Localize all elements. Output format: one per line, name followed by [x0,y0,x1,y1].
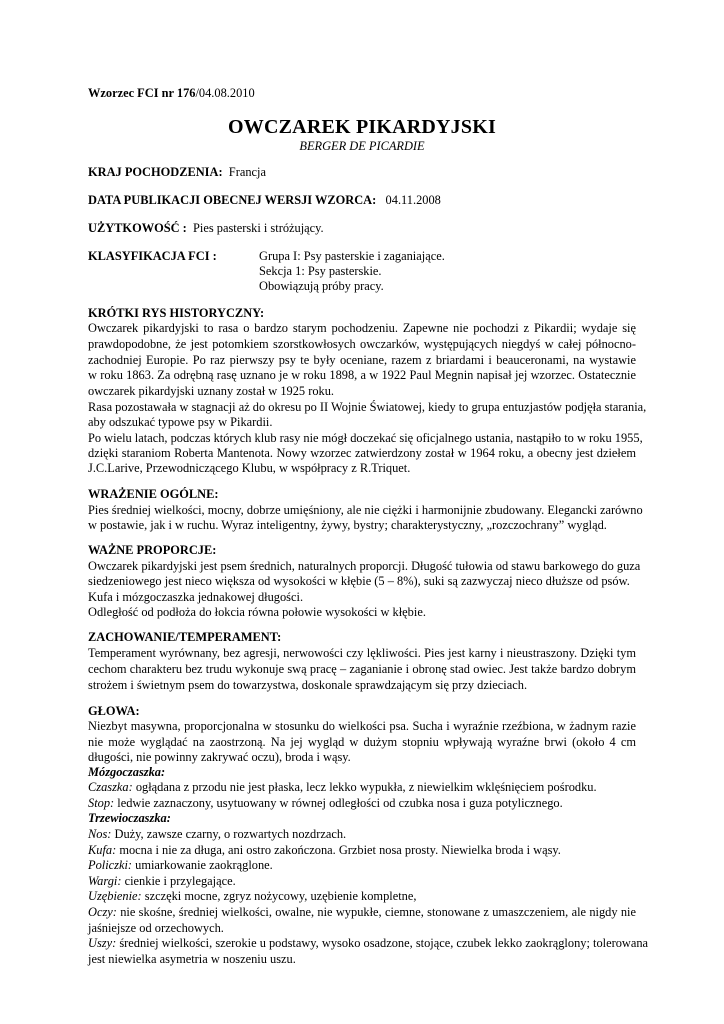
lips-label: Wargi: [88,874,122,888]
head-heading: GŁOWA: [88,704,140,718]
muzzle-text: mocna i nie za długa, ani ostro zakończona. Grzbiet nosa prosty. Niewielka broda i wąsy. [116,843,561,857]
history-line: aby odszukać typowe psy w Pikardii. [88,415,273,429]
lips-text: cienkie i przylegające. [121,874,236,888]
history-line: Owczarek pikardyjski to rasa o bardzo starym pochodzeniu. Zapewne nie pochodzi z Pikardii; wydaje się [88,321,636,335]
eyes-label: Oczy: [88,905,117,919]
cheeks-row [88,857,273,873]
eyes-line-2: jaśniejsze od orzechowych. [88,921,224,935]
classification-line-2: Sekcja 1: Psy pasterskie. [259,264,382,278]
nose-text: Duży, zawsze czarny, o rozwartych nozdrzach. [111,827,347,841]
classification-line-1: Grupa I: Psy pasterskie i zaganiające. [259,249,445,263]
nose-row [88,826,346,842]
cheeks-label: Policzki: [88,858,133,872]
ears-text: średniej wielkości, szerokie u podstawy, wysoko osadzone, stojące, czubek lekko zaokrąglony; tolerowana [116,936,649,950]
skull-text: ogłądana z przodu nie jest płaska, lecz lekko wypukła, z niewielkim wklęśnięciem pośrodku. [132,780,597,794]
origin-row [88,165,266,180]
temperament-line: strożem i świetnym psem do towarzystwa, doskonale sprawdzającym się przy dzieciach. [88,678,528,692]
head-line: nie może wyglądać na zaostrzoną. Na jej wygląd w dużym stopniu wpływają wyraźne brwi (około 4 cm [88,735,636,749]
publication-value: 04.11.2008 [385,193,441,207]
eyes-text: nie skośne, średniej wielkości, owalne, nie wypukłe, ciemne, stonowane z umaszczeniem, ale nigdy nie [116,905,636,919]
publication-label: DATA PUBLIKACJI OBECNEJ WERSJI WZORCA: [88,193,377,207]
temperament-heading: ZACHOWANIE/TEMPERAMENT: [88,630,282,644]
proportions-line: siedzeniowego jest nieco większa od wysokości w kłębie (5 – 8%), suki są zazwyczaj nieco dłuższe od psów. [88,574,630,588]
history-line: w roku 1863. Za odrębną rasę uznano je w roku 1898, a w 1922 Paul Megnin napisał jej wzorzec. Ostatecznie [88,368,636,382]
teeth-label: Uzębienie: [88,889,142,903]
document-title: OWCZAREK PIKARDYJSKI [228,116,496,138]
standard-reference [88,86,255,101]
general-line: Pies średniej wielkości, mocny, dobrze umięśniony, ale nie ciężki i harmonijnie zbudowany. Elegancki zarówno [88,503,643,517]
head-line: Niezbyt masywna, proporcjonalna w stosunku do wielkości psa. Sucha i wyraźnie rzeźbiona, w żadnym razie [88,719,636,733]
head-line: długości, nie powinny zakrywać oczu), broda i wąsy. [88,750,351,764]
publication-row [88,193,441,208]
history-line: Rasa pozostawała w stagnacji aż do okresu po II Wojnie Światowej, kiedy to grupa entuzjastów podjęła starania, [88,400,647,414]
general-heading: WRAŻENIE OGÓLNE: [88,487,219,501]
utility-label: UŻYTKOWOŚĆ : [88,221,187,235]
temperament-line: Temperament wyrównany, bez agresji, nerwowości czy lękliwości. Pies jest karny i nieustraszony. Dzięki tym [88,646,636,660]
ears-row [88,935,649,951]
history-heading: KRÓTKI RYS HISTORYCZNY: [88,306,265,320]
cheeks-text: umiarkowanie zaokrąglone. [132,858,273,872]
utility-row [88,221,324,236]
stop-row [88,795,563,811]
proportions-heading: WAŻNE PROPORCJE: [88,543,217,557]
history-line: J.C.Larive, Przewodniczącego Klubu, w współpracy z R.Triquet. [88,461,411,475]
muzzle-label: Kufa: [88,843,117,857]
proportions-line: Owczarek pikardyjski jest psem średnich, naturalnych proporcji. Długość tułowia od stawu barkowego do guza [88,559,641,573]
proportions-line: Odległość od podłoża do łokcia równa połowie wysokości w kłębie. [88,605,426,619]
teeth-text: szczęki mocne, zgryz nożycowy, uzębienie kompletne, [141,889,417,903]
eyes-row [88,904,636,920]
skull-row [88,779,597,795]
classification-line-3: Obowiązują próby pracy. [259,279,384,293]
stop-label: Stop: [88,796,115,810]
history-line: dzięki staraniom Roberta Mantenota. Nowy wzorzec zatwierdzony został w 1964 roku, a obecny jest dziełem [88,446,636,460]
lips-row [88,873,236,889]
history-line: Po wielu latach, podczas których klub rasy nie mógł doczekać się oficjalnego ustania, nastąpiło to w roku 1955, [88,431,643,445]
history-line: zachodniej Europie. Po raz pierwszy psy te były oceniane, razem z briardami i beauceronami, na wystawie [88,353,636,367]
standard-date: /04.08.2010 [195,86,255,100]
muzzle-row [88,842,561,858]
skull-heading: Mózgoczaszka: [88,765,166,779]
temperament-line: cechom charakteru bez trudu wykonuje swą pracę – zaganianie i obronę stad owiec. Jest także bardzo dobrym [88,662,636,676]
skull-label: Czaszka: [88,780,133,794]
origin-label: KRAJ POCHODZENIA: [88,165,223,179]
face-heading: Trzewioczaszka: [88,811,171,825]
nose-label: Nos: [88,827,112,841]
proportions-line: Kufa i mózgoczaszka jednakowej długości. [88,590,304,604]
history-line: owczarek pikardyjski uznany został w 1925 roku. [88,384,335,398]
utility-value: Pies pasterski i stróżujący. [193,221,324,235]
stop-text: ledwie zaznaczony, usytuowany w równej odległości od czubka nosa i guza potylicznego. [114,796,563,810]
ears-line-2: jest niewielka asymetria w noszeniu uszu. [88,952,296,966]
origin-value: Francja [228,165,266,179]
history-line: prawdopodobne, że jest potomkiem szorstkowłosych owczarków, występujących niegdyś w całej północno- [88,337,636,351]
standard-number: Wzorzec FCI nr 176 [88,86,196,100]
teeth-row [88,888,416,904]
document-subtitle: BERGER DE PICARDIE [299,139,425,153]
general-line: w postawie, jak i w ruchu. Wyraz inteligentny, żywy, bystry; charakterystyczny, „rozczochrany” wygląd. [88,518,607,532]
ears-label: Uszy: [88,936,117,950]
classification-label: KLASYFIKACJA FCI : [88,249,217,263]
